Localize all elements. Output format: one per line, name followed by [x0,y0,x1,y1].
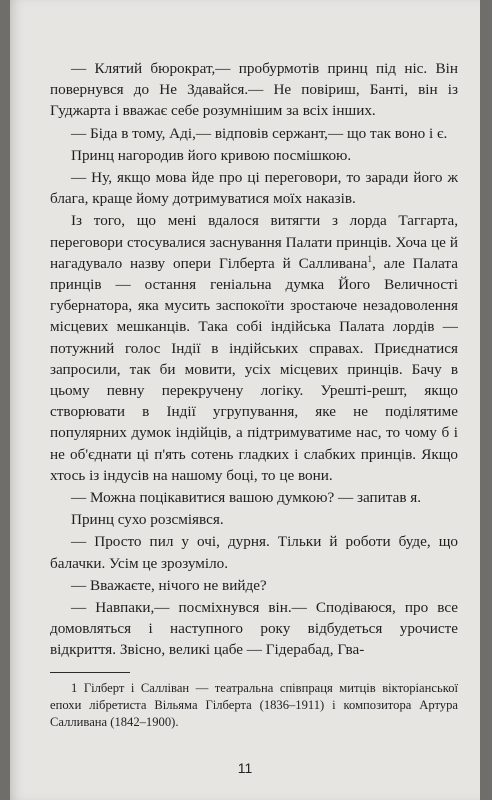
footnote: 1 Гілберт і Салліван — театральна співпраця митців вікторіанської епохи лібретиста Вільяма Гілберта (1836–1911) і композитора Артура Салливана (1842–1900). [50,681,458,729]
paragraph: — Можна поцікавитися вашою думкою? — запитав я. [71,489,422,507]
paragraph-text-end: , але Палата принців — остання геніальна думка Його Величності губернатора, яка мусить заспокоїти зростаюче незадоволення місцевих мешканців. Така собі індійська Палата лордів — потужний голос Індії в індійських справах. Приєднатися запросили, так би мовити, усіх місцевих принців. Бачу в цьому певну перекручену логіку. Урешті-решт, якщо створювати в Індії угрупування, яке не поділятиме популярних думок індійців, а підтримуватиме нас, то чому б і не об'єднати ці п'ять сотень гладких і слабких принців. Якщо хтось із індусів на нашому боці, то це вони. [50,254,458,484]
paragraph: — Навпаки,— посміхнувся він.— Сподіваюся, про все домовляться і наступного року відбудеться урочисте відкриття. Звісно, великі цабе — Гідерабад, Гва- [50,599,458,659]
paragraph-text-start: Із того, що мені вдалося витягти з лорда Таггарта, переговори стосувалися заснування Палати принців. Хоча це й нагадувало назву опери Гілберта й Салливана [50,212,458,272]
paragraph: — Клятий бюрократ,— пробурмотів принц під ніс. Він повернувся до Не Здавайся.— Не повіриш, Банті, він із Гуджарта і вважає себе розумнішим за всіх інших. [50,60,458,120]
paragraph: — Просто пил у очі, дурня. Тільки й роботи буде, що балачки. Усім це зрозуміло. [50,533,458,572]
page-number: 11 [237,760,253,776]
paragraph: — Біда в тому, Аді,— відповів сержант,— що так воно і є. [71,124,448,142]
paragraph: — Ну, якщо мова йде про ці переговори, то заради його ж блага, краще йому дотримуватися моїх наказів. [50,169,458,208]
paragraph: Принц нагородив його кривою посмішкою. [71,146,352,164]
book-page [10,0,480,800]
footnote-marker: 1 [367,253,372,264]
footnote-divider [50,672,130,673]
paragraph-with-footnote [50,210,458,486]
paragraph: — Вважаєте, нічого не вийде? [71,576,267,594]
body-text [50,58,458,662]
paragraph: Принц сухо розсміявся. [71,511,224,529]
